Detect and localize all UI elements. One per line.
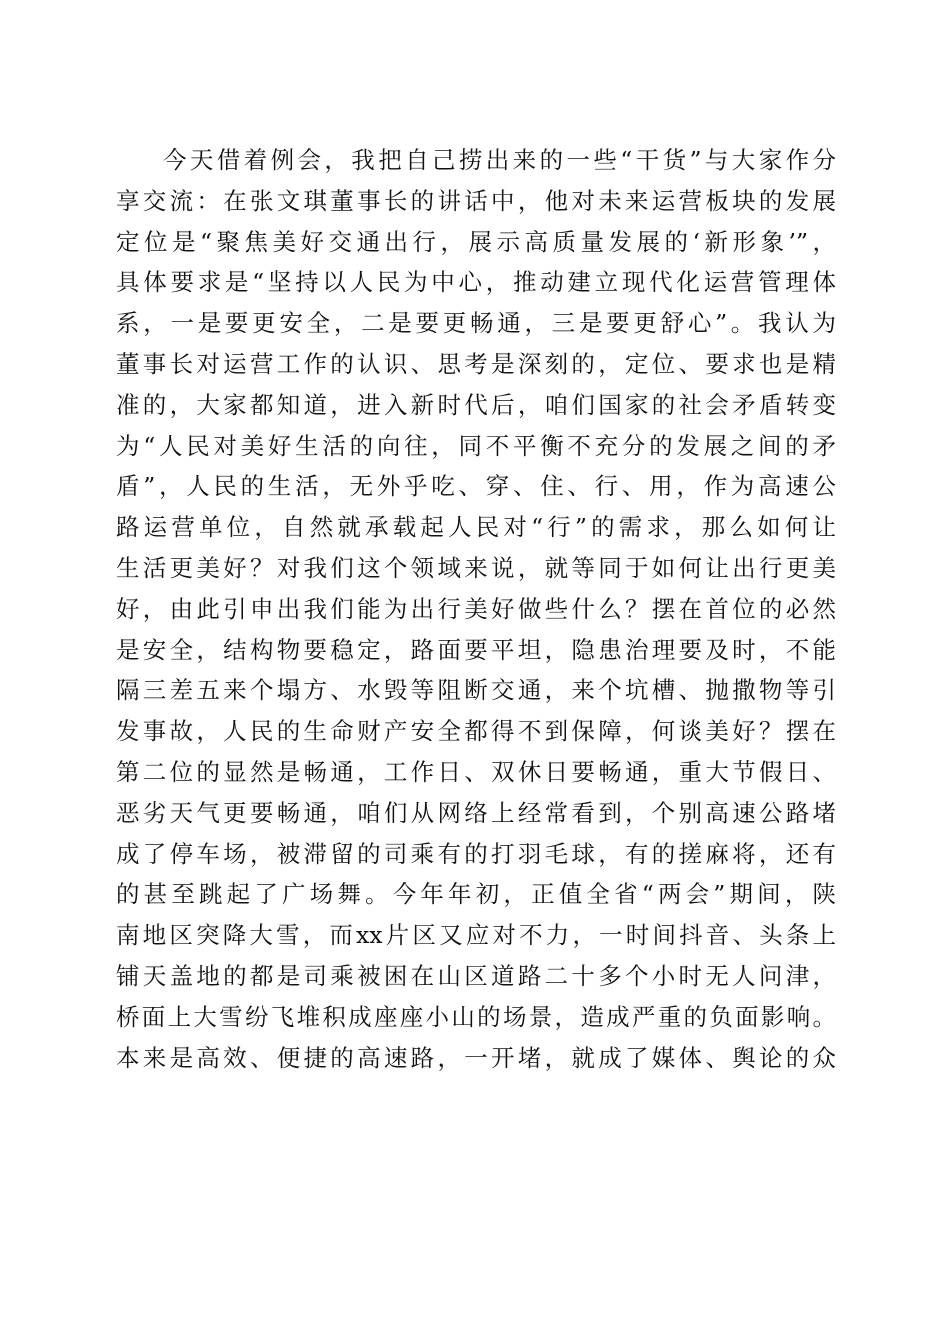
body-paragraph: [116, 140, 836, 1078]
text-line: 系，一是要更安全，二是要更畅通，三是要更舒心”。我认为: [116, 309, 836, 338]
text-line: 今天借着例会，我把自己捞出来的一些“干货”与大家作分: [163, 146, 836, 174]
text-line: 生活更美好？对我们这个领域来说，就等同于如何让出行更美: [116, 553, 836, 582]
text-line: 好，由此引申出我们能为出行美好做些什么？摆在首位的必然: [116, 594, 836, 623]
text-line: 本来是高效、便捷的高速路，一开堵，就成了媒体、舆论的众: [116, 1043, 836, 1072]
text-line: 定位是“聚焦美好交通出行，展示高质量发展的‘新形象’”，: [116, 227, 836, 256]
text-line: 发事故，人民的生命财产安全都得不到保障，何谈美好？摆在: [116, 717, 836, 746]
text-line: 隔三差五来个塌方、水毁等阻断交通，来个坑槽、抛撒物等引: [116, 676, 836, 705]
text-line: 盾”，人民的生活，无外乎吃、穿、住、行、用，作为高速公: [116, 472, 836, 501]
text-line: 恶劣天气更要畅通，咱们从网络上经常看到，个别高速公路堵: [116, 798, 836, 827]
text-line: 铺天盖地的都是司乘被困在山区道路二十多个小时无人问津，: [116, 961, 836, 990]
text-line: 董事长对运营工作的认识、思考是深刻的，定位、要求也是精: [116, 349, 836, 378]
text-line: 桥面上大雪纷飞堆积成座座小山的场景，造成严重的负面影响。: [116, 1002, 836, 1031]
text-line: 第二位的显然是畅通，工作日、双休日要畅通，重大节假日、: [116, 757, 836, 786]
text-line: 具体要求是“坚持以人民为中心，推动建立现代化运营管理体: [116, 268, 836, 297]
text-line: 为“人民对美好生活的向往，同不平衡不充分的发展之间的矛: [116, 431, 836, 460]
text-line: 是安全，结构物要稳定，路面要平坦，隐患治理要及时，不能: [116, 635, 836, 664]
text-line: 享交流：在张文琪董事长的讲话中，他对未来运营板块的发展: [116, 186, 836, 215]
text-line: 路运营单位，自然就承载起人民对“行”的需求，那么如何让: [116, 513, 836, 542]
text-line: 的甚至跳起了广场舞。今年年初，正值全省“两会”期间，陕: [116, 880, 836, 909]
text-line: 成了停车场，被滞留的司乘有的打羽毛球，有的搓麻将，还有: [116, 839, 836, 868]
text-line: 南地区突降大雪，而xx片区又应对不力，一时间抖音、头条上: [116, 921, 836, 950]
text-line: 准的，大家都知道，进入新时代后，咱们国家的社会矛盾转变: [116, 390, 836, 419]
